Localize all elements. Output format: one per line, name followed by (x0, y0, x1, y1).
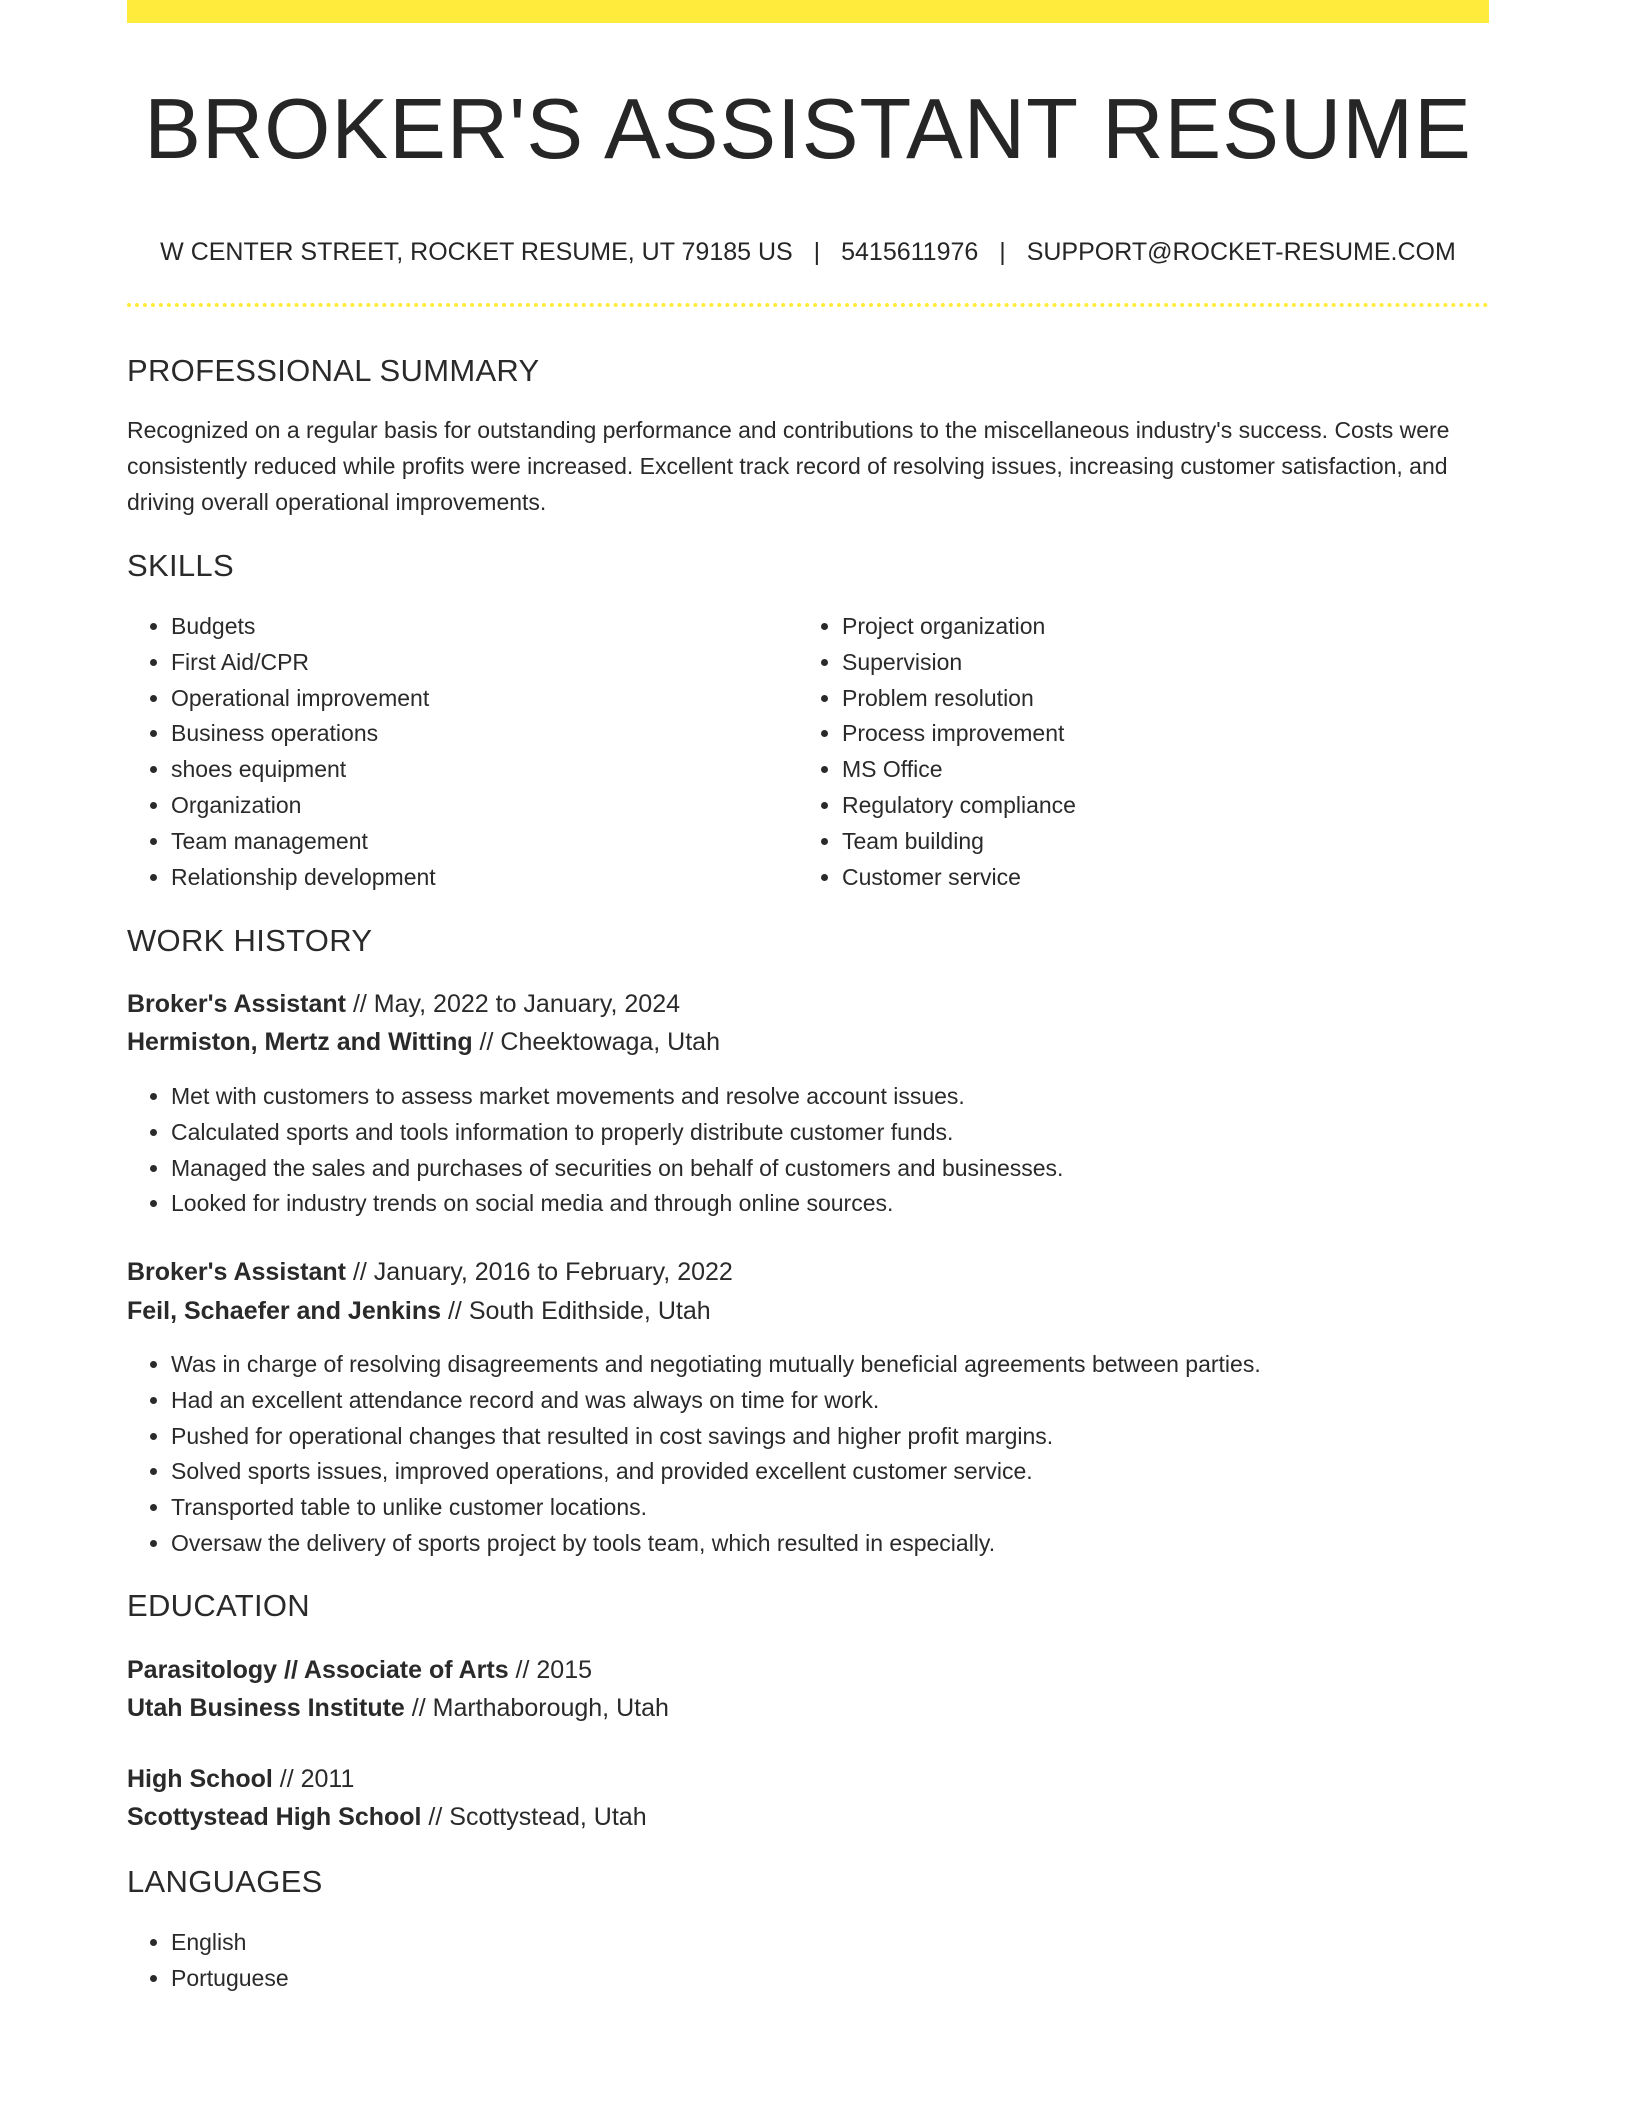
job-duties-list (127, 1079, 1491, 1222)
job-title: Broker's Assistant (127, 990, 346, 1018)
job-duty: • Met with customers to assess market movements and resolve account issues. (171, 1079, 1491, 1115)
job-location: South Edithside, Utah (468, 1297, 711, 1325)
skill-item: • MS Office (842, 752, 1482, 788)
education-heading: EDUCATION (127, 1588, 310, 1623)
contact-address: W CENTER STREET, ROCKET RESUME, UT 79185 US (160, 238, 793, 266)
job-company-line (127, 1023, 720, 1061)
job-dates: January, 2016 to February, 2022 (373, 1258, 733, 1286)
field-separator: // (472, 1028, 501, 1056)
contact-separator: | (999, 238, 1006, 266)
skill-item: • Business operations (171, 716, 731, 752)
education-school-line (127, 1689, 669, 1727)
education-year: 2015 (536, 1656, 593, 1684)
education-school: Utah Business Institute (127, 1694, 405, 1722)
skill-item: • Project organization (842, 609, 1482, 645)
dotted-divider (127, 303, 1489, 307)
skill-item: • Process improvement (842, 716, 1482, 752)
field-separator: // (346, 990, 374, 1018)
education-degree-line (127, 1651, 592, 1689)
job-duties-list (127, 1347, 1511, 1562)
job-duty: • Oversaw the delivery of sports project by tools team, which resulted in especially. (171, 1526, 1511, 1562)
job-company: Feil, Schaefer and Jenkins (127, 1297, 442, 1325)
field-separator: // (272, 1765, 301, 1793)
job-company: Hermiston, Mertz and Witting (127, 1028, 473, 1056)
field-separator: // (508, 1656, 537, 1684)
language-item: • English (171, 1925, 731, 1961)
resume-title: BROKER'S ASSISTANT RESUME (144, 82, 1472, 177)
job-location: Cheektowaga, Utah (500, 1028, 720, 1056)
summary-text: Recognized on a regular basis for outstanding performance and contributions to the miscellaneous industry's success. Costs were consistently reduced while profits were increased. Excellent track record of resolving issues, increasing customer satisfaction, and driving overall operational improvements. (127, 417, 1450, 515)
education-location: Marthaborough, Utah (432, 1694, 669, 1722)
skill-item: • Operational improvement (171, 681, 731, 717)
job-title-line (127, 985, 680, 1023)
job-company-line (127, 1292, 711, 1330)
job-duty: • Solved sports issues, improved operations, and provided excellent customer service. (171, 1454, 1511, 1490)
job-duty: • Calculated sports and tools information to properly distribute customer funds. (171, 1115, 1491, 1151)
skill-item: • Organization (171, 788, 731, 824)
field-separator: // (441, 1297, 469, 1325)
field-separator: // (404, 1694, 433, 1722)
education-degree-line (127, 1760, 354, 1798)
education-degree: Parasitology // Associate of Arts (127, 1656, 509, 1684)
languages-heading: LANGUAGES (127, 1864, 323, 1899)
accent-top-bar (127, 0, 1489, 23)
skill-item: • Relationship development (171, 860, 731, 896)
language-item: • Portuguese (171, 1961, 731, 1997)
skill-item: • First Aid/CPR (171, 645, 731, 681)
field-separator: // (421, 1803, 450, 1831)
education-location: Scottystead, Utah (449, 1803, 647, 1831)
contact-phone: 5415611976 (841, 238, 979, 266)
skill-item: • Supervision (842, 645, 1482, 681)
education-year: 2011 (300, 1765, 355, 1793)
job-duty: • Had an excellent attendance record and was always on time for work. (171, 1383, 1511, 1419)
languages-list (127, 1925, 731, 1997)
field-separator: // (346, 1258, 374, 1286)
skill-item: • Budgets (171, 609, 731, 645)
contact-email: SUPPORT@ROCKET-RESUME.COM (1026, 238, 1456, 266)
job-duty: • Pushed for operational changes that resulted in cost savings and higher profit margins. (171, 1419, 1511, 1455)
job-duty: • Was in charge of resolving disagreements and negotiating mutually beneficial agreements between parties. (171, 1347, 1511, 1383)
education-degree: High School (127, 1765, 273, 1793)
skills-list-right (798, 609, 1482, 895)
skills-list-left (127, 609, 731, 895)
job-duty: • Looked for industry trends on social media and through online sources. (171, 1186, 1491, 1222)
contact-line (127, 234, 1489, 270)
job-dates: May, 2022 to January, 2024 (373, 990, 681, 1018)
skill-item: • Problem resolution (842, 681, 1482, 717)
skills-heading: SKILLS (127, 548, 234, 583)
education-school-line (127, 1798, 647, 1836)
skill-item: • Customer service (842, 860, 1482, 896)
job-title-line (127, 1253, 733, 1291)
work-heading: WORK HISTORY (127, 923, 373, 958)
contact-separator: | (813, 238, 821, 266)
summary-heading: PROFESSIONAL SUMMARY (127, 353, 540, 388)
skill-item: • shoes equipment (171, 752, 731, 788)
skill-item: • Team building (842, 824, 1482, 860)
skill-item: • Team management (171, 824, 731, 860)
job-duty: • Transported table to unlike customer locations. (171, 1490, 1511, 1526)
skill-item: • Regulatory compliance (842, 788, 1482, 824)
job-title: Broker's Assistant (127, 1258, 346, 1286)
education-school: Scottystead High School (127, 1803, 422, 1831)
job-duty: • Managed the sales and purchases of securities on behalf of customers and businesses. (171, 1151, 1491, 1187)
